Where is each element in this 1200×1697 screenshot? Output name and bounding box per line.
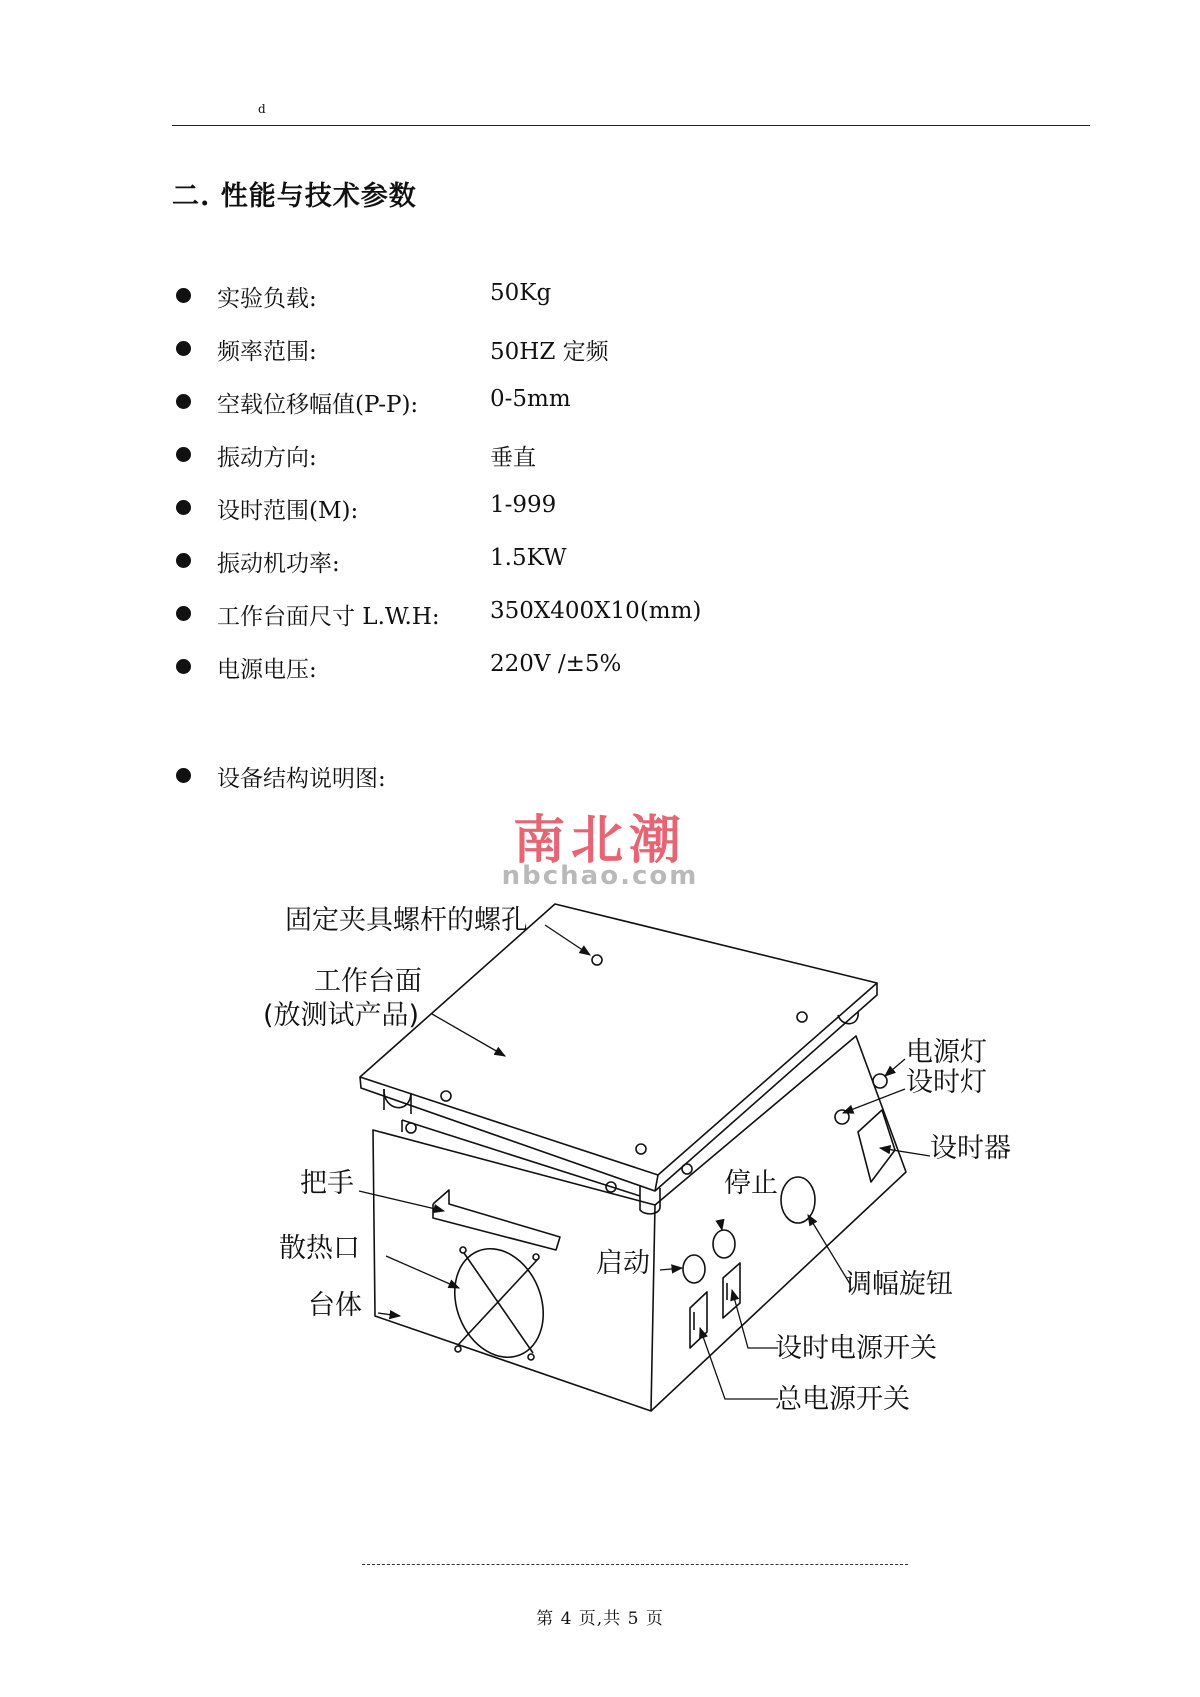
tabletop-top [360, 904, 877, 1175]
spec-item [172, 386, 972, 439]
timer-shape [858, 1110, 895, 1182]
watermark-url: nbchao.com [501, 861, 699, 891]
vent-shape [439, 1235, 559, 1370]
knob-shape [781, 1177, 815, 1223]
spec-value: 垂直 [490, 445, 536, 471]
bullet-icon [176, 659, 191, 674]
spec-item [172, 439, 972, 492]
start-button-shape [683, 1255, 705, 1283]
section-title: 二. 性能与技术参数 [172, 181, 417, 212]
spec-label: 电源电压: [217, 657, 317, 683]
spec-item [172, 545, 972, 598]
bullet-icon [176, 394, 191, 409]
spec-label: 空载位移幅值(P-P): [217, 392, 419, 418]
mounting-holes [406, 955, 807, 1192]
label-handle: 把手 [300, 1168, 354, 1199]
label-timer-lamp: 设时灯 [906, 1067, 987, 1098]
spec-label: 工作台面尺寸 L.W.H: [217, 604, 440, 630]
label-main-power-switch: 总电源开关 [775, 1384, 910, 1415]
label-timer: 设时器 [930, 1133, 1011, 1164]
bullet-icon [176, 606, 191, 621]
diagram-caption [172, 760, 772, 790]
spec-item [172, 333, 972, 386]
spec-label: 频率范围: [217, 339, 317, 365]
bullet-icon [176, 447, 191, 462]
label-vent: 散热口 [279, 1233, 360, 1264]
label-worktable-1: 工作台面 [314, 966, 422, 997]
spec-item [172, 280, 972, 333]
spec-item [172, 492, 972, 545]
diagram-caption-text: 设备结构说明图: [217, 766, 386, 792]
spec-label: 振动方向: [217, 445, 317, 471]
label-power-lamp: 电源灯 [906, 1037, 987, 1068]
handle-shape [433, 1190, 560, 1250]
label-timer-power-switch: 设时电源开关 [775, 1333, 937, 1364]
bullet-icon [176, 288, 191, 303]
label-amplitude-knob: 调幅旋钮 [845, 1269, 953, 1300]
header-rule [172, 125, 1090, 126]
spec-label: 实验负载: [217, 286, 317, 312]
spec-value: 220V /±5% [490, 651, 622, 677]
label-mounting-holes: 固定夹具螺杆的螺孔 [285, 905, 528, 936]
spec-value: 1.5KW [490, 545, 567, 571]
spec-value: 0-5mm [490, 386, 571, 412]
label-stop: 停止 [724, 1168, 778, 1199]
header-mark: d [258, 102, 266, 116]
watermark-cn: 南北潮 [512, 811, 688, 871]
spec-label: 振动机功率: [217, 551, 340, 577]
spec-label: 设时范围(M): [217, 498, 359, 524]
spec-value: 350X400X10(mm) [490, 598, 702, 624]
spec-item [172, 598, 972, 651]
power-lamp-shape [873, 1074, 887, 1088]
spec-value: 1-999 [490, 492, 557, 518]
label-start: 启动 [596, 1248, 650, 1279]
spec-list [172, 280, 972, 704]
spec-item [172, 651, 972, 704]
page-number: 第 4 页,共 5 页 [536, 1609, 664, 1629]
bullet-icon [176, 768, 191, 783]
equipment-diagram [0, 810, 1200, 1430]
bullet-icon [176, 341, 191, 356]
footer-rule [362, 1564, 908, 1565]
tabletop-edge [360, 983, 877, 1191]
stop-button-shape [713, 1230, 735, 1258]
spec-value: 50HZ 定频 [490, 339, 609, 365]
bullet-icon [176, 500, 191, 515]
spec-value: 50Kg [490, 280, 552, 306]
bullet-icon [176, 553, 191, 568]
label-worktable-2: (放测试产品) [263, 1000, 420, 1031]
label-body: 台体 [308, 1290, 362, 1321]
